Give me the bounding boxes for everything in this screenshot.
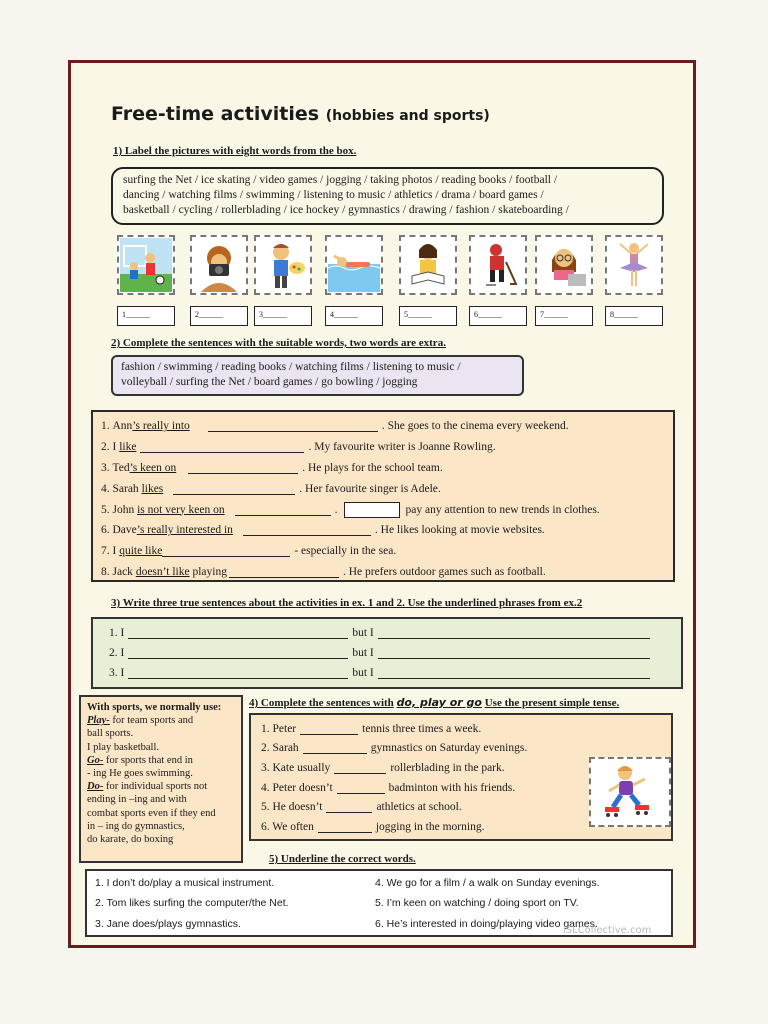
sentence-number: 3. [101, 461, 110, 474]
underlined-phrase: ’s really interested in [136, 524, 233, 537]
answer-blank[interactable] [378, 647, 650, 659]
label-box-6[interactable]: 6______ [469, 306, 527, 326]
ex5-item[interactable]: 6. He’s interested in doing/playing video games. [375, 918, 598, 930]
ex5-instruction: 5) Underline the correct words. [269, 853, 416, 865]
ballet-dancer-icon [605, 235, 663, 295]
answer-blank[interactable] [300, 723, 358, 735]
sentence-number: 7. [101, 545, 110, 558]
ex3-row [109, 623, 665, 643]
football-players-icon [117, 235, 175, 295]
sentence-subject: Jack [112, 565, 133, 578]
sentence-rest: . He plays for the school team. [302, 461, 443, 474]
ex5-item[interactable]: 3. Jane does/plays gymnastics. [95, 918, 241, 930]
answer-blank[interactable] [378, 627, 650, 639]
underlined-phrase: is not very keen on [137, 503, 225, 516]
ex2-sentence [101, 458, 665, 479]
rule-line: Play- for team sports and [87, 715, 194, 727]
answer-blank[interactable] [128, 627, 348, 639]
label-box-4[interactable]: 4______ [325, 306, 383, 326]
answer-blank[interactable] [334, 762, 386, 774]
answer-blank[interactable] [229, 566, 339, 578]
label-box-7[interactable]: 7______ [535, 306, 593, 326]
page-title [111, 103, 490, 125]
sentence-subject: I [112, 441, 117, 454]
sentence-number: 5. [101, 503, 110, 516]
answer-blank[interactable] [318, 821, 372, 833]
label-box-2[interactable]: 2______ [190, 306, 248, 326]
but-i-text: but I [352, 667, 374, 679]
ex5-item[interactable]: 1. I don’t do/play a musical instrument. [95, 877, 275, 889]
watermark: iSLCollective.com [563, 925, 652, 936]
sentence-rest: . He prefers outdoor games such as football. [342, 565, 546, 578]
rule-line: do karate, do boxing [87, 834, 174, 846]
ex4-sentence: 6. We often jogging in the morning. [261, 820, 485, 833]
ex2-sentence [101, 520, 665, 541]
sentence-number: 8. [101, 565, 110, 578]
sentence-rest: pay any attention to new trends in clothes. [405, 503, 600, 516]
ex2-sentence [101, 437, 665, 458]
ex4-sentence: 4. Peter doesn’t badminton with his friends. [261, 781, 516, 794]
answer-blank[interactable] [162, 545, 290, 557]
but-i-text: but I [352, 627, 374, 639]
sentence-number: 1. [101, 420, 110, 433]
sentence-rest: . She goes to the cinema every weekend. [381, 420, 569, 433]
sentence-verb: playing [192, 565, 227, 578]
answer-box[interactable] [344, 502, 400, 518]
ex4-sentence: 5. He doesn’t athletics at school. [261, 801, 462, 814]
title-sub: (hobbies and sports) [325, 108, 490, 124]
ex1-instruction: 1) Label the pictures with eight words from the box. [113, 145, 357, 157]
answer-blank[interactable] [326, 801, 372, 813]
rollerblader-icon [589, 757, 671, 827]
row-number: 2. I [109, 647, 125, 659]
ex4-sentence: 1. Peter tennis three times a week. [261, 722, 482, 735]
ex1-word-line: basketball / cycling / rollerblading / ice hockey / gymnastics / drawing / fashion / skateboarding / [123, 204, 569, 216]
label-box-3[interactable]: 3______ [254, 306, 312, 326]
underlined-phrase: ’s keen on [129, 461, 177, 474]
sentence-number: 6. [101, 524, 110, 537]
ex3-instruction: 3) Write three true sentences about the activities in ex. 1 and 2. Use the underlined phrases from ex.2 [111, 597, 583, 609]
underlined-phrase: doesn’t like [135, 565, 190, 578]
rule-line: Go- for sports that end in [87, 754, 193, 766]
rule-line: in – ing do gymnastics, [87, 820, 185, 832]
rule-line: - ing He goes swimming. [87, 768, 193, 780]
underlined-phrase: ’s really into [132, 420, 190, 433]
ex1-word-line: surfing the Net / ice skating / video games / jogging / taking photos / reading books / football / [123, 174, 558, 186]
answer-blank[interactable] [235, 504, 331, 516]
answer-blank[interactable] [173, 483, 295, 495]
ex2-sentence [101, 478, 665, 499]
rule-line: combat sports even if they end [87, 807, 216, 819]
answer-blank[interactable] [128, 667, 348, 679]
rule-line: ending in –ing and with [87, 794, 187, 806]
reading-girl-icon [399, 235, 457, 295]
ex1-word-box [111, 167, 664, 225]
sentence-rest: . My favourite writer is Joanne Rowling. [308, 441, 496, 454]
sentence-rest: . Her favourite singer is Adele. [299, 482, 441, 495]
rule-line: ball sports. [87, 728, 134, 740]
ex2-word-line: fashion / swimming / reading books / watching films / listening to music / [121, 361, 461, 373]
ex2-word-box [111, 355, 524, 396]
rule-line: I play basketball. [87, 741, 160, 753]
painting-boy-icon [254, 235, 312, 295]
row-number: 1. I [109, 627, 125, 639]
answer-blank[interactable] [128, 647, 348, 659]
answer-blank[interactable] [378, 667, 650, 679]
computer-girl-icon [535, 235, 593, 295]
ex4-sentence: 2. Sarah gymnastics on Saturday evenings. [261, 742, 528, 755]
sentence-number: 4. [101, 482, 110, 495]
ex2-sentence [101, 562, 665, 583]
ice-hockey-icon [469, 235, 527, 295]
sentence-subject: Sarah [112, 482, 139, 495]
ex2-instruction: 2) Complete the sentences with the suitable words, two words are extra. [111, 337, 446, 349]
photographer-icon [190, 235, 248, 295]
underlined-phrase: quite like [119, 545, 163, 558]
rule-line: With sports, we normally use: [87, 702, 222, 713]
rule-line: Do- for individual sports not [87, 781, 208, 793]
worksheet [68, 60, 696, 948]
grammar-rules-box [79, 695, 243, 863]
label-box-5[interactable]: 5______ [399, 306, 457, 326]
answer-blank[interactable] [208, 420, 378, 432]
answer-blank[interactable] [303, 742, 367, 754]
title-main: Free-time activities [111, 103, 320, 125]
sentence-rest: . He likes looking at movie websites. [374, 524, 545, 537]
but-i-text: but I [352, 647, 374, 659]
ex3-sentence-box [91, 617, 683, 689]
row-number: 3. I [109, 667, 125, 679]
swimmer-icon [325, 235, 383, 295]
ex1-word-line: dancing / watching films / swimming / listening to music / athletics / drama / board games / [123, 189, 544, 201]
ex4-instruction: 4) Complete the sentences with do, play or go Use the present simple tense. [249, 696, 620, 709]
sentence-subject: Ann [112, 420, 133, 433]
sentence-number: 2. [101, 441, 110, 454]
answer-blank[interactable] [243, 524, 371, 536]
answer-blank[interactable] [140, 441, 304, 453]
sentence-subject: I [112, 545, 117, 558]
underlined-phrase: likes [141, 482, 164, 495]
ex5-item[interactable]: 2. Tom likes surfing the computer/the Net. [95, 897, 289, 909]
ex3-row [109, 643, 665, 663]
ex3-row [109, 663, 665, 683]
sentence-rest: - especially in the sea. [294, 545, 397, 558]
label-box-1[interactable]: 1______ [117, 306, 175, 326]
ex4-sentence: 3. Kate usually rollerblading in the park. [261, 761, 505, 774]
ex2-sentence: 5. John is not very keen on . pay any attention to new trends in clothes. [101, 503, 600, 516]
ex5-item[interactable]: 4. We go for a film / a walk on Sunday evenings. [375, 877, 600, 889]
underlined-phrase: like [119, 441, 137, 454]
sentence-subject: Dave [112, 524, 137, 537]
ex2-sentence [101, 541, 665, 562]
answer-blank[interactable] [337, 782, 385, 794]
answer-blank[interactable] [188, 462, 298, 474]
sentence-subject: Ted [112, 461, 130, 474]
ex2-word-line: volleyball / surfing the Net / board games / go bowling / jogging [121, 376, 418, 388]
sentence-subject: John [112, 503, 135, 516]
ex2-sentence-box [91, 410, 675, 582]
label-box-8[interactable]: 8______ [605, 306, 663, 326]
ex2-sentence [101, 416, 665, 437]
ex5-item[interactable]: 5. I’m keen on watching / doing sport on TV. [375, 897, 579, 909]
